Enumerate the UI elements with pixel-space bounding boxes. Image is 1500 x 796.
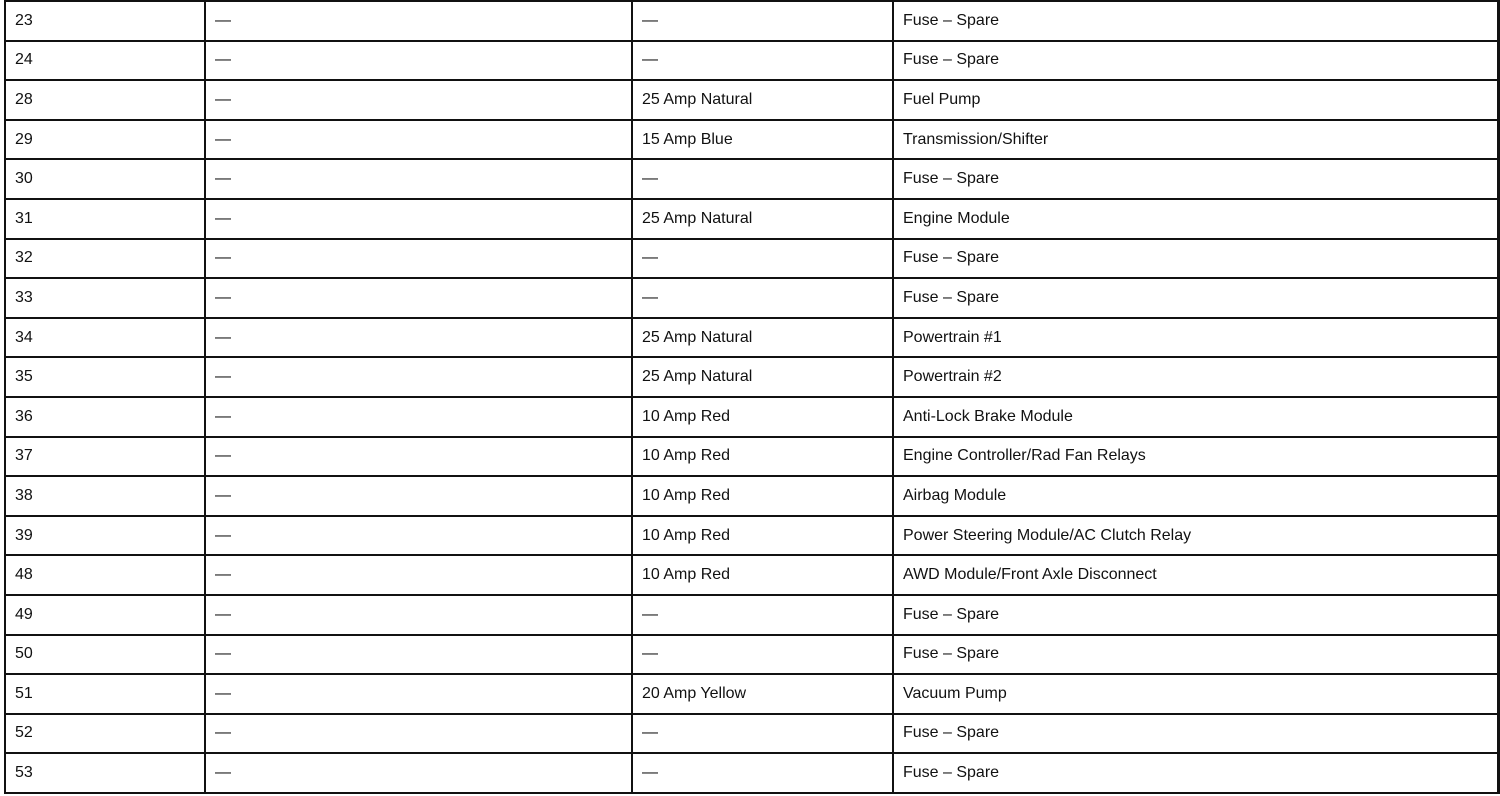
table-row (5, 397, 1498, 437)
fuse-rating-cell: — (632, 714, 893, 754)
description-cell: Fuse – Spare (893, 239, 1498, 279)
blank-cell: — (205, 41, 632, 81)
blank-cell: — (205, 753, 632, 793)
cavity-cell: 34 (5, 318, 205, 358)
cavity-cell: 51 (5, 674, 205, 714)
table-row (5, 41, 1498, 81)
fuse-rating-cell: — (632, 1, 893, 41)
table-row (5, 120, 1498, 160)
fuse-table (4, 0, 1500, 794)
fuse-rating-cell: 10 Amp Red (632, 397, 893, 437)
fuse-table-body (5, 1, 1498, 793)
table-row (5, 80, 1498, 120)
blank-cell: — (205, 120, 632, 160)
cavity-cell: 38 (5, 476, 205, 516)
blank-cell: — (205, 159, 632, 199)
fuse-rating-cell: — (632, 278, 893, 318)
cavity-cell: 39 (5, 516, 205, 556)
cavity-cell: 30 (5, 159, 205, 199)
cavity-cell: 49 (5, 595, 205, 635)
fuse-rating-cell: — (632, 239, 893, 279)
cavity-cell: 31 (5, 199, 205, 239)
table-row (5, 159, 1498, 199)
table-row (5, 753, 1498, 793)
description-cell: AWD Module/Front Axle Disconnect (893, 555, 1498, 595)
table-row (5, 476, 1498, 516)
fuse-rating-cell: 10 Amp Red (632, 476, 893, 516)
table-row (5, 555, 1498, 595)
fuse-rating-cell: 10 Amp Red (632, 555, 893, 595)
cavity-cell: 33 (5, 278, 205, 318)
description-cell: Airbag Module (893, 476, 1498, 516)
blank-cell: — (205, 595, 632, 635)
cavity-cell: 36 (5, 397, 205, 437)
cavity-cell: 35 (5, 357, 205, 397)
description-cell: Fuse – Spare (893, 753, 1498, 793)
description-cell: Engine Module (893, 199, 1498, 239)
fuse-rating-cell: — (632, 753, 893, 793)
fuse-rating-cell: 10 Amp Red (632, 437, 893, 477)
cavity-cell: 50 (5, 635, 205, 675)
cavity-cell: 24 (5, 41, 205, 81)
cavity-cell: 28 (5, 80, 205, 120)
table-row (5, 357, 1498, 397)
blank-cell: — (205, 476, 632, 516)
description-cell: Fuse – Spare (893, 714, 1498, 754)
fuse-rating-cell: 25 Amp Natural (632, 80, 893, 120)
blank-cell: — (205, 516, 632, 556)
fuse-rating-cell: — (632, 635, 893, 675)
table-row (5, 239, 1498, 279)
description-cell: Powertrain #2 (893, 357, 1498, 397)
blank-cell: — (205, 437, 632, 477)
description-cell: Fuse – Spare (893, 278, 1498, 318)
blank-cell: — (205, 1, 632, 41)
table-row (5, 595, 1498, 635)
fuse-rating-cell: 20 Amp Yellow (632, 674, 893, 714)
blank-cell: — (205, 318, 632, 358)
description-cell: Fuse – Spare (893, 41, 1498, 81)
fuse-rating-cell: 25 Amp Natural (632, 199, 893, 239)
blank-cell: — (205, 714, 632, 754)
blank-cell: — (205, 397, 632, 437)
fuse-rating-cell: 10 Amp Red (632, 516, 893, 556)
cavity-cell: 48 (5, 555, 205, 595)
table-row (5, 674, 1498, 714)
cavity-cell: 37 (5, 437, 205, 477)
description-cell: Fuse – Spare (893, 595, 1498, 635)
description-cell: Fuse – Spare (893, 1, 1498, 41)
table-row (5, 516, 1498, 556)
fuse-rating-cell: 25 Amp Natural (632, 318, 893, 358)
cavity-cell: 52 (5, 714, 205, 754)
blank-cell: — (205, 674, 632, 714)
description-cell: Powertrain #1 (893, 318, 1498, 358)
description-cell: Fuse – Spare (893, 159, 1498, 199)
table-row (5, 278, 1498, 318)
cavity-cell: 29 (5, 120, 205, 160)
table-row (5, 635, 1498, 675)
table-row (5, 1, 1498, 41)
fuse-rating-cell: 15 Amp Blue (632, 120, 893, 160)
fuse-rating-cell: — (632, 41, 893, 81)
blank-cell: — (205, 278, 632, 318)
table-row (5, 318, 1498, 358)
cavity-cell: 23 (5, 1, 205, 41)
blank-cell: — (205, 80, 632, 120)
blank-cell: — (205, 555, 632, 595)
fuse-rating-cell: 25 Amp Natural (632, 357, 893, 397)
blank-cell: — (205, 199, 632, 239)
table-row (5, 437, 1498, 477)
description-cell: Power Steering Module/AC Clutch Relay (893, 516, 1498, 556)
table-row (5, 199, 1498, 239)
table-row (5, 714, 1498, 754)
description-cell: Anti-Lock Brake Module (893, 397, 1498, 437)
cavity-cell: 53 (5, 753, 205, 793)
blank-cell: — (205, 635, 632, 675)
blank-cell: — (205, 239, 632, 279)
blank-cell: — (205, 357, 632, 397)
description-cell: Vacuum Pump (893, 674, 1498, 714)
fuse-rating-cell: — (632, 595, 893, 635)
description-cell: Fuse – Spare (893, 635, 1498, 675)
description-cell: Fuel Pump (893, 80, 1498, 120)
cavity-cell: 32 (5, 239, 205, 279)
description-cell: Transmission/Shifter (893, 120, 1498, 160)
description-cell: Engine Controller/Rad Fan Relays (893, 437, 1498, 477)
fuse-rating-cell: — (632, 159, 893, 199)
